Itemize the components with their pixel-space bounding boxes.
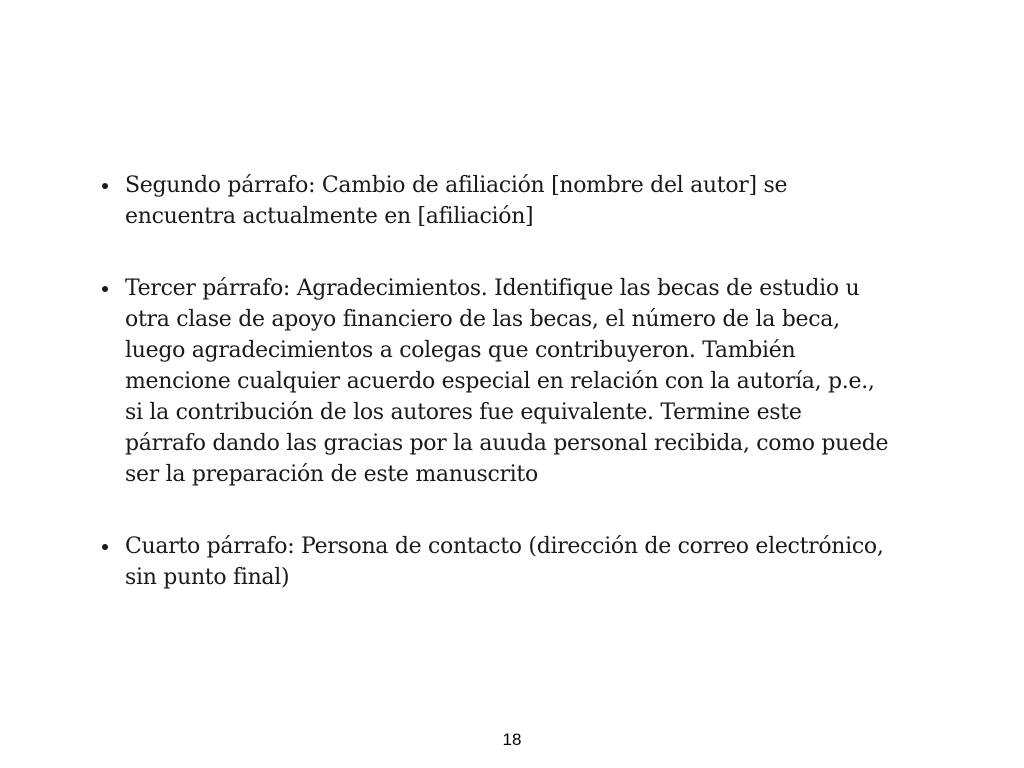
bullet-dot-icon [102,544,108,550]
bullet-dot-icon [102,286,108,292]
bullet-text: Tercer párrafo: Agradecimientos. Identifique las becas de estudio u otra clase de apoyo financiero de las becas, el número de la beca, luego agradecimientos a colegas que contribuyeron. También mencione cualquier acuerdo especial en relación con la autoría, p.e., si la contribución de los autores fue equivalente. Termine este párrafo dando las gracias por la auuda personal recibida, como puede ser la preparación de este manuscrito [125,276,889,487]
bullet-text: Segundo párrafo: Cambio de afiliación [nombre del autor] se encuentra actualmente en [afiliación] [125,173,788,229]
bullet-list [100,170,940,593]
bullet-text: Cuarto párrafo: Persona de contacto (dirección de correo electrónico, sin punto final) [125,534,884,590]
bullet-item-cuarto-parrafo [100,531,940,593]
bullet-item-tercer-parrafo [100,273,940,490]
bullet-dot-icon [102,183,108,189]
page-number: 18 [502,730,522,749]
bullet-item-segundo-parrafo [100,170,940,232]
